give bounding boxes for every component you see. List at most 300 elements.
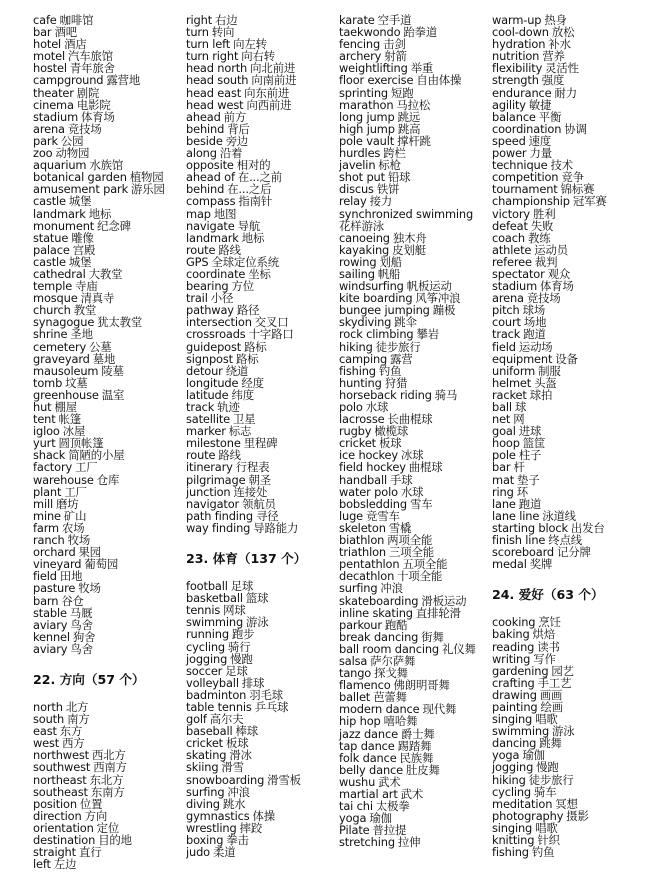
english-term: jazz dance (339, 726, 398, 741)
section-count: （137 个） (237, 551, 307, 567)
chinese-translation: 路标 (235, 351, 259, 366)
english-term: salsa (339, 653, 368, 668)
chinese-translation: 马厩 (69, 605, 93, 620)
english-term: lane (492, 496, 516, 511)
chinese-translation: 定位 (96, 820, 120, 835)
english-term: hiking (339, 339, 373, 354)
chinese-translation: 轨迹 (217, 400, 240, 414)
english-term: tournament (492, 182, 558, 197)
english-term: ballet (339, 690, 371, 705)
chinese-translation: 简陋的小屋 (68, 448, 125, 463)
chinese-translation: 游泳 (246, 615, 269, 630)
english-term: ahead of (186, 170, 235, 185)
english-term: jogging (186, 651, 228, 666)
english-term: athlete (492, 242, 532, 257)
chinese-translation: 西南方 (93, 760, 127, 775)
chinese-translation: 风筝冲浪 (415, 291, 461, 306)
chinese-translation: 骑马 (434, 387, 458, 402)
english-term: hoop (492, 436, 520, 451)
english-term: synagogue (33, 315, 95, 330)
chinese-translation: 平衡 (538, 109, 562, 124)
chinese-translation: 滑雪板 (267, 772, 301, 787)
english-term: tent (33, 412, 56, 427)
english-term: warehouse (33, 472, 94, 487)
chinese-translation: 直排轮滑 (415, 605, 461, 620)
chinese-translation: 出发台 (570, 520, 605, 535)
english-term: hunting (339, 375, 382, 390)
english-term: sailing (339, 266, 375, 281)
chinese-translation: 足球 (225, 663, 248, 678)
chinese-translation: 寻径 (255, 508, 279, 523)
english-term: canoeing (339, 230, 390, 245)
english-term: tango (339, 666, 372, 681)
chinese-translation: 铁饼 (376, 182, 400, 197)
chinese-translation: 骑行 (228, 639, 251, 654)
english-term: belly dance (339, 762, 403, 777)
chinese-translation: 篮球 (245, 591, 269, 606)
column-4 (492, 14, 652, 858)
english-term: hut (33, 400, 52, 414)
chinese-translation: 普拉提 (372, 823, 407, 838)
chinese-translation: 坟墓 (65, 375, 88, 390)
chinese-translation: 烹饪 (538, 615, 561, 630)
english-term: technique (492, 158, 548, 173)
chinese-translation: 冰球 (400, 448, 424, 463)
english-term: snowboarding (186, 772, 265, 787)
chinese-translation: 地标 (88, 206, 112, 221)
english-term: kayaking (339, 242, 390, 257)
english-term: nutrition (492, 49, 540, 64)
chinese-translation: 胜利 (532, 206, 556, 221)
english-term: kennel (33, 629, 70, 644)
english-term: longitude (186, 375, 239, 390)
chinese-translation: 帐篷 (58, 412, 82, 427)
chinese-translation: 网球 (223, 603, 246, 618)
chinese-translation: 芭蕾舞 (373, 690, 407, 705)
english-term: cafe (33, 13, 57, 27)
chinese-translation: 跳伞 (394, 315, 417, 330)
english-term: coordinate (186, 266, 246, 281)
chinese-translation: 雪橇 (388, 520, 412, 535)
chinese-translation: 动物园 (55, 146, 90, 161)
chinese-translation: 敏捷 (528, 97, 552, 112)
english-term: north (33, 699, 63, 714)
english-term: south (33, 712, 65, 727)
english-term: baseball (186, 724, 233, 739)
english-term: turn (186, 25, 209, 40)
english-term: landmark (186, 230, 239, 245)
chinese-translation: 导航 (237, 218, 261, 233)
english-term: running (186, 627, 229, 642)
english-term: marathon (339, 97, 394, 112)
chinese-translation: 在...之后 (227, 182, 272, 197)
english-term: reading (492, 639, 535, 654)
chinese-translation: 跆拳道 (403, 25, 438, 40)
chinese-translation: 标志 (228, 424, 252, 439)
english-term: modern dance (339, 702, 420, 717)
english-term: castle (33, 194, 66, 209)
chinese-translation: 拉伸 (397, 835, 421, 850)
english-term: head south (186, 73, 249, 88)
english-term: javelin (339, 158, 376, 173)
english-term: pitch (492, 303, 520, 318)
english-term: sprinting (339, 85, 388, 100)
chinese-translation: 寺庙 (75, 279, 98, 294)
chinese-translation: 绕道 (225, 363, 249, 378)
chinese-translation: 锦标赛 (560, 182, 595, 197)
english-term: cycling (186, 639, 225, 654)
section-heading (33, 672, 183, 688)
english-term: pentathlon (339, 557, 400, 572)
chinese-translation: 橄榄球 (374, 424, 409, 439)
chinese-translation: 冥想 (555, 796, 578, 811)
english-term: drawing (492, 687, 537, 702)
section-heading (492, 587, 652, 603)
english-term: wushu (339, 774, 376, 789)
english-term: knitting (492, 833, 535, 847)
english-term: karate (339, 13, 375, 27)
chinese-translation: 教练 (527, 230, 551, 245)
english-term: mill (33, 496, 53, 511)
english-term: behind (186, 121, 225, 136)
vocab-entry (33, 486, 183, 498)
english-term: factory (33, 460, 73, 475)
chinese-translation: 协调 (564, 121, 587, 136)
english-term: GPS (186, 254, 209, 269)
chinese-translation: 狗舍 (72, 629, 96, 644)
english-term: court (492, 315, 521, 330)
chinese-translation: 跑道 (518, 496, 542, 511)
english-term: relay (339, 194, 367, 209)
english-term: northwest (33, 748, 89, 763)
chinese-translation: 清真寺 (80, 291, 115, 306)
english-term: rugby (339, 424, 372, 439)
english-term: referee (492, 254, 532, 269)
chinese-translation: 灵活性 (545, 61, 579, 76)
chinese-translation: 棚屋 (54, 400, 77, 414)
chinese-translation: 牧场 (78, 581, 101, 596)
chinese-translation: 圆顶帐篷 (58, 436, 104, 451)
chinese-translation: 杆 (513, 460, 525, 475)
english-term: windsurfing (339, 279, 404, 294)
chinese-translation: 跑步 (231, 627, 255, 642)
english-term: milestone (186, 436, 241, 451)
chinese-translation: 举重 (410, 61, 434, 76)
chinese-translation: 球 (514, 400, 527, 414)
english-term: balance (492, 109, 536, 124)
english-term: high jump (339, 121, 395, 136)
chinese-translation: 空手道 (377, 13, 412, 27)
chinese-translation: 向右转 (241, 49, 276, 64)
english-term: botanical garden (33, 170, 127, 185)
chinese-translation: 游乐园 (131, 182, 165, 197)
chinese-translation: 竞技场 (526, 291, 561, 306)
english-term: orchard (33, 545, 76, 560)
english-term: crossroads (186, 327, 246, 342)
english-term: motel (33, 49, 65, 64)
english-term: hip hop (339, 714, 381, 729)
english-term: kite boarding (339, 291, 413, 306)
english-term: photography (492, 808, 564, 823)
english-term: skydiving (339, 315, 392, 330)
english-term: defeat (492, 218, 528, 233)
chinese-translation: 足球 (230, 579, 254, 594)
chinese-translation: 补水 (548, 37, 571, 52)
chinese-translation: 绘画 (540, 699, 563, 714)
english-term: ring (492, 484, 514, 499)
chinese-translation: 城堡 (68, 194, 92, 209)
chinese-translation: 左边 (53, 857, 77, 872)
chinese-translation: 环 (516, 484, 528, 499)
english-term: plant (33, 484, 62, 499)
chinese-translation: 小径 (210, 291, 234, 306)
chinese-translation: 排球 (241, 675, 265, 690)
chinese-translation: 园艺 (551, 663, 574, 678)
chinese-translation: 跳水 (222, 796, 246, 811)
english-term: strength (492, 73, 539, 88)
english-term: field (33, 569, 57, 584)
english-term: spectator (492, 266, 545, 281)
english-term: head north (186, 61, 248, 76)
section-title: 22. 方向 (33, 671, 85, 687)
english-term: warm-up (492, 13, 542, 27)
chinese-translation: 里程碑 (243, 436, 278, 451)
chinese-translation: 速度 (528, 133, 552, 148)
english-term: skiing (186, 760, 219, 775)
english-term: shrine (33, 327, 68, 342)
chinese-translation: 乒乓球 (254, 699, 289, 714)
vocab-entry (33, 643, 183, 655)
chinese-translation: 羽毛球 (249, 687, 283, 702)
english-term: table tennis (186, 699, 252, 714)
english-term: fishing (492, 845, 529, 860)
english-term: arena (492, 291, 524, 306)
english-term: mine (33, 508, 61, 523)
chinese-translation: 摄影 (566, 808, 589, 823)
chinese-translation: 直行 (78, 845, 102, 860)
english-term: igloo (33, 424, 60, 439)
chinese-translation: 卫星 (233, 412, 256, 427)
vocab-entry (492, 437, 652, 449)
english-term: singing (492, 820, 533, 835)
english-term: rowing (339, 254, 377, 269)
chinese-translation: 向东前进 (244, 85, 290, 100)
chinese-translation: 相对的 (236, 158, 271, 173)
chinese-translation: 烘焙 (532, 627, 556, 642)
chinese-translation: 网 (513, 412, 525, 427)
english-term: soccer (186, 663, 223, 678)
english-term: gymnastics (186, 808, 250, 823)
chinese-translation: 慢跑 (536, 760, 559, 775)
chinese-translation: 果园 (78, 545, 102, 560)
english-term: mosque (33, 291, 78, 306)
english-term: championship (492, 194, 570, 209)
chinese-translation: 武术 (378, 774, 401, 789)
chinese-translation: 十字路口 (248, 327, 294, 342)
chinese-translation: 帆船 (377, 266, 401, 281)
english-term: competition (492, 170, 559, 185)
english-term: scoreboard (492, 545, 554, 560)
chinese-translation: 曲棍球 (408, 460, 443, 475)
english-term: decathlon (339, 569, 395, 584)
english-term: tap dance (339, 738, 395, 753)
chinese-translation: 马拉松 (396, 97, 431, 112)
vocab-entry (186, 701, 336, 713)
english-term: position (33, 796, 77, 811)
english-term: destination (33, 833, 96, 847)
english-term: aviary (33, 641, 68, 656)
chinese-translation: 工厂 (64, 484, 87, 499)
chinese-translation: 导路能力 (253, 520, 299, 535)
english-term: hydration (492, 37, 546, 52)
english-term: bobsledding (339, 496, 407, 511)
chinese-translation: 露营地 (106, 73, 141, 88)
chinese-translation: 技术 (550, 158, 573, 173)
english-term: path finding (186, 508, 253, 523)
english-term: swimming (492, 724, 550, 739)
chinese-translation: 酒吧 (54, 25, 77, 40)
english-term: lacrosse (339, 412, 385, 427)
english-term: northeast (33, 772, 87, 787)
chinese-translation: 路标 (244, 339, 267, 354)
chinese-translation: 雪车 (409, 496, 433, 511)
english-term: volleyball (186, 675, 239, 690)
english-term: folk dance (339, 750, 397, 765)
english-term: camping (339, 351, 388, 366)
chinese-translation: 朝圣 (248, 472, 271, 487)
chinese-translation: 青年旅舍 (69, 61, 115, 76)
chinese-translation: 柔道 (212, 845, 236, 860)
english-term: ice hockey (339, 448, 398, 463)
chinese-translation: 竞雪车 (366, 508, 400, 523)
chinese-translation: 地图 (213, 206, 237, 221)
english-term: landmark (33, 206, 86, 221)
english-term: field hockey (339, 460, 406, 475)
english-term: cricket (339, 436, 376, 451)
english-term: lane line (492, 508, 540, 523)
english-term: greenhouse (33, 387, 99, 402)
chinese-translation: 地标 (241, 230, 265, 245)
column-2 (186, 14, 336, 858)
chinese-translation: 跳高 (397, 121, 421, 136)
chinese-translation: 武术 (400, 787, 424, 801)
chinese-translation: 牧场 (67, 533, 91, 548)
english-term: finish line (492, 533, 546, 548)
english-term: behind (186, 182, 225, 197)
english-term: basketball (186, 591, 243, 606)
vocab-entry (492, 474, 652, 486)
chinese-translation: 篮筐 (522, 436, 546, 451)
english-term: vineyard (33, 557, 82, 572)
english-term: park (33, 133, 58, 148)
english-term: meditation (492, 796, 553, 811)
chinese-translation: 滑板运动 (421, 593, 467, 608)
english-term: yurt (33, 436, 56, 451)
chinese-translation: 撑杆跳 (397, 133, 431, 148)
chinese-translation: 划船 (379, 254, 402, 269)
chinese-translation: 坐标 (248, 266, 271, 281)
vocab-entry (492, 461, 652, 473)
english-term: head west (186, 97, 244, 112)
chinese-translation: 路线 (218, 242, 241, 257)
english-term: handball (339, 472, 387, 487)
english-term: navigate (186, 218, 235, 233)
english-term: itinerary (186, 460, 233, 475)
english-term: monument (33, 218, 95, 233)
chinese-translation: 球场 (522, 303, 546, 318)
chinese-translation: 谷仓 (61, 593, 84, 608)
english-term: synchronized swimming (339, 206, 474, 221)
english-term: agility (492, 97, 526, 112)
english-term: hurdles (339, 146, 381, 161)
english-term: palace (33, 242, 70, 257)
english-term: crafting (492, 675, 535, 690)
chinese-translation: 徒步旅行 (375, 339, 421, 354)
english-term: aviary (33, 617, 68, 632)
english-term: tomb (33, 375, 63, 390)
chinese-translation: 肚皮舞 (405, 762, 440, 777)
english-term: way finding (186, 520, 251, 535)
english-term: southeast (33, 784, 88, 799)
chinese-translation: 跑道 (523, 327, 546, 342)
english-term: golf (186, 712, 207, 727)
english-term: tai chi (339, 799, 373, 814)
english-term: cycling (492, 784, 531, 799)
chinese-translation: 冲浪 (227, 784, 250, 799)
english-term: stable (33, 605, 67, 620)
chinese-translation: 鸟舍 (70, 641, 93, 656)
english-term: surfing (186, 784, 225, 799)
chinese-translation: 高尔夫 (209, 712, 244, 727)
english-term: goal (492, 424, 516, 439)
english-term: skating (186, 748, 227, 763)
english-term: taekwondo (339, 25, 401, 40)
chinese-translation: 皮划艇 (392, 242, 426, 257)
english-term: bungee jumping (339, 303, 430, 318)
english-term: polo (339, 400, 363, 414)
chinese-translation: 十项全能 (397, 569, 443, 584)
chinese-translation: 放松 (551, 25, 575, 40)
chinese-translation: 剧院 (76, 85, 100, 100)
chinese-translation: 冰屋 (62, 424, 86, 439)
chinese-translation: 爵士舞 (400, 726, 435, 741)
chinese-translation: 目的地 (98, 833, 132, 847)
chinese-translation: 指南针 (238, 194, 273, 209)
vocab-entry (492, 846, 652, 858)
chinese-translation: 滑雪 (221, 760, 244, 775)
english-term: statue (33, 230, 69, 245)
chinese-translation: 方向 (84, 808, 108, 823)
english-term: 花样游泳 (339, 218, 384, 233)
english-term: uniform (492, 363, 536, 378)
chinese-translation: 太极拳 (375, 799, 410, 814)
chinese-translation: 营养 (542, 49, 565, 64)
english-term: cricket (186, 736, 223, 751)
chinese-translation: 西方 (62, 736, 85, 751)
chinese-translation: 农场 (61, 520, 85, 535)
chinese-translation: 陵墓 (101, 363, 124, 378)
chinese-translation: 汽车旅馆 (67, 49, 113, 64)
english-term: cathedral (33, 266, 86, 281)
english-term: southwest (33, 760, 91, 775)
english-term: arena (33, 121, 65, 136)
chinese-translation: 冠军赛 (572, 194, 607, 209)
chinese-translation: 骑车 (534, 784, 557, 799)
chinese-translation: 力量 (529, 146, 552, 161)
chinese-translation: 教堂 (73, 303, 97, 318)
chinese-translation: 向西前进 (246, 97, 292, 112)
chinese-translation: 体育场 (81, 109, 115, 124)
